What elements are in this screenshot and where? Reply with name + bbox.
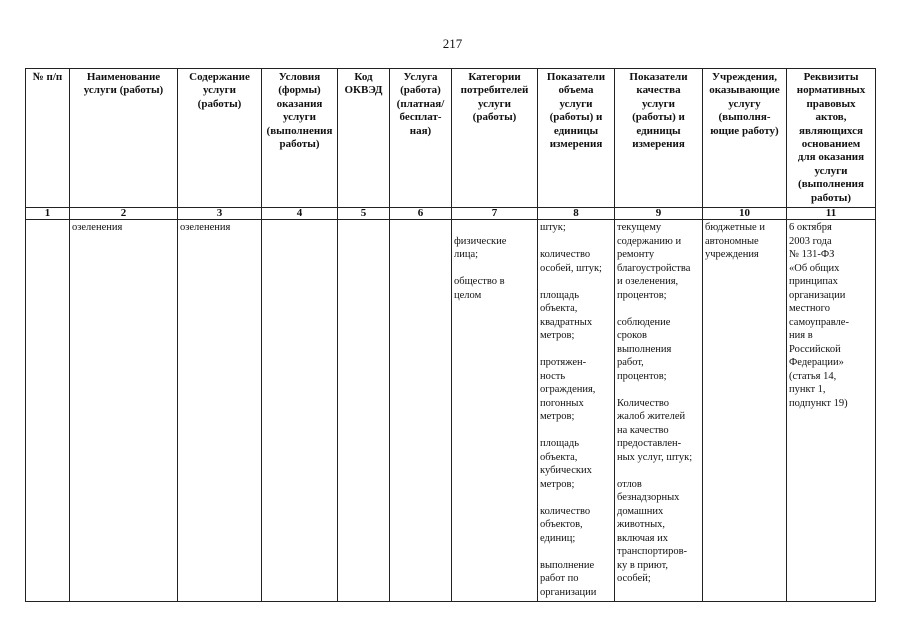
text-line: услуги <box>559 97 593 110</box>
text-line: (платная/ <box>396 97 445 110</box>
text-line: жалоб жителей <box>617 411 686 422</box>
text-line: потребителей <box>460 84 529 97</box>
text-line: метров; <box>540 330 575 341</box>
text-line: (выполнения <box>266 124 333 137</box>
text-line: площадь <box>540 438 579 449</box>
text-line: единицы <box>636 124 681 137</box>
text-line: предоставлен- <box>617 438 682 449</box>
text-line: работы) <box>279 138 320 151</box>
text-line: транспортиров- <box>617 546 688 557</box>
text-line: (работы) <box>197 97 242 110</box>
column-number: 7 <box>452 208 538 220</box>
column-number: 6 <box>390 208 452 220</box>
text-line: процентов; <box>617 370 667 382</box>
text-line: включая их <box>617 532 669 544</box>
header-cell <box>538 69 615 208</box>
text-line: объекта, <box>540 303 578 314</box>
text-line: услуги <box>282 111 317 124</box>
text-line: штук; <box>540 222 566 233</box>
text-line: пункт 1, <box>789 384 826 395</box>
text-line: особей; <box>617 573 651 584</box>
text-line: Услуга <box>403 71 438 83</box>
cell-service-name <box>70 220 178 602</box>
text-line: метров; <box>540 478 575 490</box>
text-line: основанием <box>801 138 861 151</box>
text-line: 6 октября <box>789 222 832 233</box>
text-line: площадь <box>540 289 579 301</box>
text-line: услуги <box>641 97 676 110</box>
text-line: работы) <box>811 191 851 204</box>
text-line: общество в <box>454 276 505 287</box>
text-line: количество <box>540 505 591 517</box>
text-line <box>617 302 700 316</box>
text-line: организации <box>540 586 597 598</box>
text-line: объектов, <box>540 519 583 530</box>
text-line: услуги (работы) <box>83 84 164 97</box>
text-line: измерения <box>632 138 685 151</box>
text-line: единиц; <box>540 532 576 544</box>
text-line: № п/п <box>32 71 63 83</box>
text-line: Код <box>354 71 373 83</box>
text-line: кубических <box>540 465 592 476</box>
cell-institutions <box>703 220 787 602</box>
table-row <box>26 220 876 602</box>
page-number: 217 <box>442 36 463 51</box>
cell-legal-acts <box>787 220 876 602</box>
text-line: Российской <box>789 343 841 355</box>
text-line: погонных <box>540 397 584 409</box>
header-row <box>26 69 876 208</box>
text-line <box>454 262 535 276</box>
text-line: услуги <box>202 84 237 97</box>
text-line: организации <box>789 289 846 301</box>
text-line: домашних <box>617 505 664 517</box>
text-line: качества <box>636 84 681 97</box>
text-line: оказывающие <box>709 84 780 97</box>
text-line: и озеленения, <box>617 276 679 287</box>
text-line: протяжен- <box>540 357 587 368</box>
text-line: автономные <box>705 235 759 247</box>
cell-okved-code <box>338 220 390 602</box>
text-line <box>540 235 612 249</box>
text-line: (выполня- <box>718 111 771 124</box>
text-line: лица; <box>454 249 479 260</box>
text-line: ремонту <box>617 249 655 260</box>
column-number: 1 <box>26 208 70 220</box>
text-line: безнадзорных <box>617 492 680 503</box>
text-line: ность <box>540 370 566 382</box>
text-line: работ по <box>540 573 579 584</box>
text-line: услугу <box>728 97 761 110</box>
text-line: самоуправле- <box>789 316 849 328</box>
text-line: содержанию и <box>617 235 682 247</box>
column-number: 10 <box>703 208 787 220</box>
text-line: подпункт 19) <box>789 397 848 409</box>
cell-conditions <box>262 220 338 602</box>
text-line: ная) <box>409 124 432 137</box>
column-number-row <box>26 208 876 220</box>
text-line: Содержание <box>189 71 250 83</box>
text-line: оказания <box>276 97 323 110</box>
text-line <box>540 424 612 438</box>
column-number: 5 <box>338 208 390 220</box>
text-line: для оказания <box>797 151 865 164</box>
text-line <box>540 343 612 357</box>
header-cell <box>262 69 338 208</box>
text-line: Категории <box>468 71 521 83</box>
header-cell <box>390 69 452 208</box>
column-number: 4 <box>262 208 338 220</box>
text-line: Реквизиты <box>803 71 859 83</box>
text-line: Показатели <box>546 71 606 83</box>
text-line <box>540 545 612 559</box>
text-line: Наименование <box>86 71 161 83</box>
text-line: (работы) и <box>549 111 603 124</box>
column-number: 8 <box>538 208 615 220</box>
text-line: животных, <box>617 519 666 530</box>
text-line <box>540 491 612 505</box>
text-line <box>617 383 700 397</box>
text-line: актов, <box>815 111 847 124</box>
text-line: правовых <box>806 97 856 110</box>
text-line: (работы) <box>472 111 517 124</box>
text-line <box>617 464 700 478</box>
header-cell <box>26 69 70 208</box>
text-line: являющихся <box>799 124 863 137</box>
text-line: бюджетные и <box>705 222 765 233</box>
header-cell <box>787 69 876 208</box>
text-line: озеленения <box>180 222 231 233</box>
text-line: нормативных <box>796 84 866 97</box>
text-line: соблюдение <box>617 316 671 328</box>
cell-service-content <box>178 220 262 602</box>
text-line: Показатели <box>629 71 688 83</box>
text-line: (выполнения <box>798 178 864 191</box>
cell-number <box>26 220 70 602</box>
text-line: № 131-ФЗ <box>789 249 835 260</box>
text-line: измерения <box>549 138 603 151</box>
cell-quality-indicators <box>615 220 703 602</box>
cell-volume-indicators <box>538 220 615 602</box>
text-line: ограждения, <box>540 384 596 395</box>
text-line: физические <box>454 235 507 247</box>
text-line: текущему <box>617 222 662 233</box>
text-line: (работа) <box>400 84 441 97</box>
text-line: (статья 14, <box>789 370 837 382</box>
text-line: ных услуг, штук; <box>617 451 693 463</box>
text-line: единицы <box>553 124 599 137</box>
text-line: на качество <box>617 424 669 436</box>
text-line: Количество <box>617 397 670 409</box>
column-number: 11 <box>787 208 876 220</box>
text-line: бесплат- <box>399 111 442 124</box>
text-line: выполнение <box>540 559 595 571</box>
header-cell <box>615 69 703 208</box>
text-line: благоустройства <box>617 262 691 274</box>
text-line: работ, <box>617 357 644 368</box>
text-line: Федерации» <box>789 357 844 368</box>
text-line: ОКВЭД <box>344 84 383 97</box>
column-number: 3 <box>178 208 262 220</box>
text-line: отлов <box>617 478 642 490</box>
text-line: местного <box>789 303 830 314</box>
column-number: 2 <box>70 208 178 220</box>
text-line: метров; <box>540 411 575 422</box>
text-line: квадратных <box>540 316 593 328</box>
column-number: 9 <box>615 208 703 220</box>
text-line: озеленения <box>72 222 123 233</box>
text-line: целом <box>454 289 482 301</box>
text-line: (формы) <box>278 84 321 97</box>
text-line: количество <box>540 249 591 260</box>
header-cell <box>338 69 390 208</box>
header-cell <box>70 69 178 208</box>
text-line: принципах <box>789 276 838 287</box>
services-table <box>25 68 876 602</box>
header-cell <box>703 69 787 208</box>
text-line: Учреждения, <box>711 71 778 83</box>
text-line: процентов; <box>617 289 667 301</box>
cell-consumer-categories <box>452 220 538 602</box>
text-line: объема <box>558 84 594 97</box>
text-line: учреждения <box>705 249 759 260</box>
text-line: особей, штук; <box>540 262 602 274</box>
text-line: 2003 года <box>789 235 832 247</box>
text-line: услуги <box>477 97 512 110</box>
text-line <box>540 275 612 289</box>
header-cell <box>178 69 262 208</box>
text-line: услуги <box>814 164 848 177</box>
cell-paid-free <box>390 220 452 602</box>
text-line: Условия <box>278 71 321 83</box>
text-line: объекта, <box>540 451 578 463</box>
text-line: ющие работу) <box>710 124 779 137</box>
text-line: ния в <box>789 330 813 341</box>
text-line: (работы) и <box>632 111 685 124</box>
text-line: «Об общих <box>789 262 840 274</box>
text-line <box>454 221 535 235</box>
header-cell <box>452 69 538 208</box>
text-line: сроков <box>617 330 647 341</box>
text-line: ку в приют, <box>617 559 669 571</box>
text-line: выполнения <box>617 343 672 355</box>
